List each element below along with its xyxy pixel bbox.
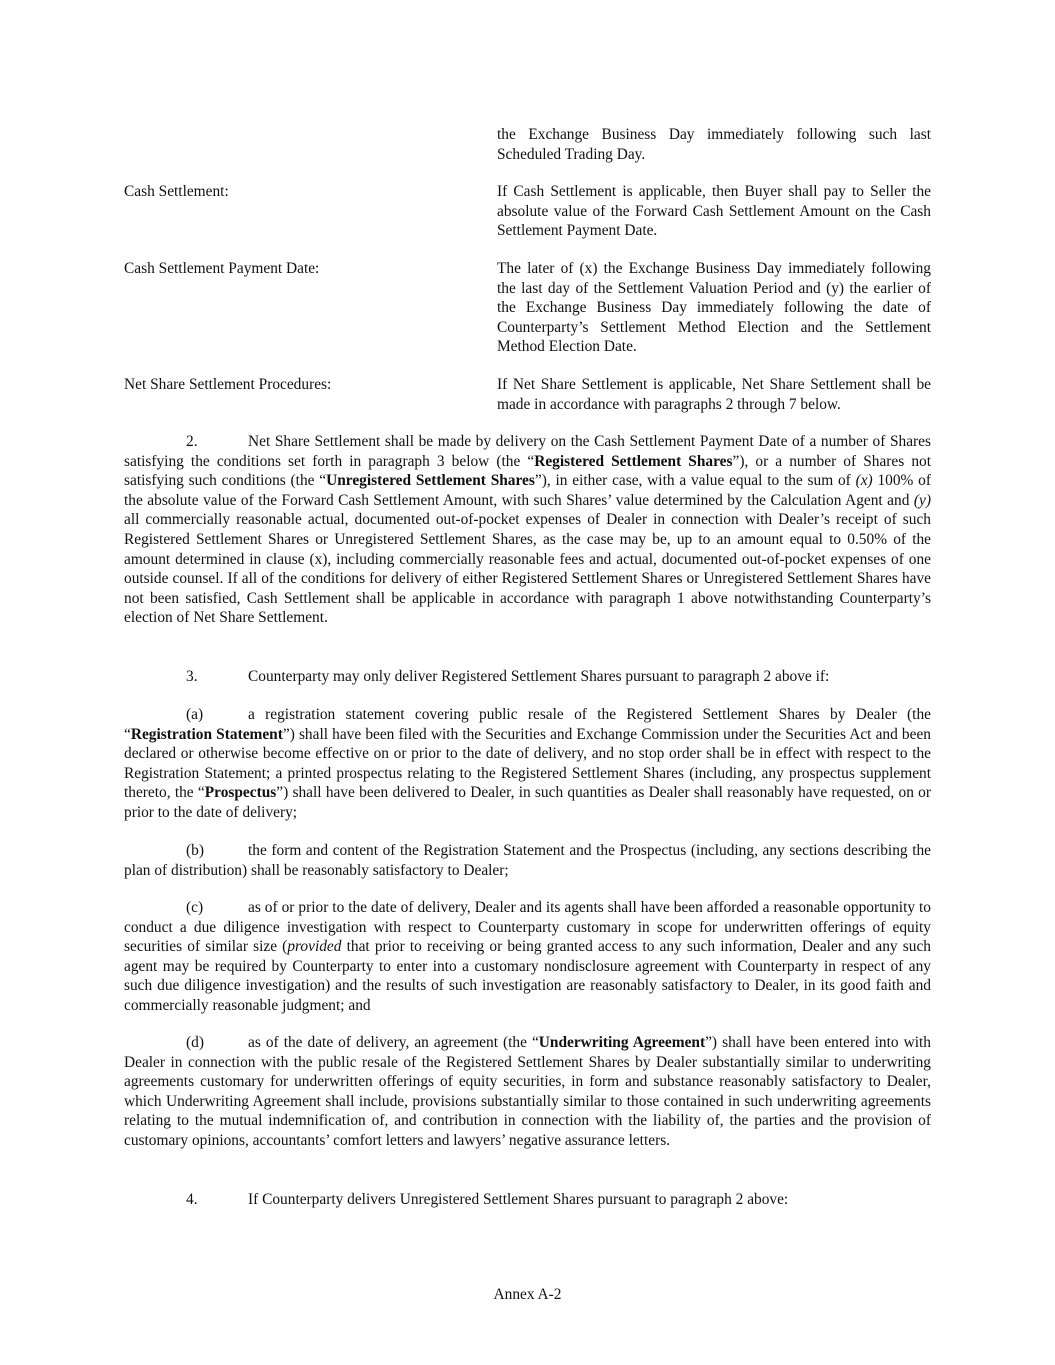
- subparagraph-d: [124, 1033, 931, 1151]
- subparagraph-label: (d): [186, 1034, 204, 1051]
- paragraph-text: that prior to receiving or being granted access to any such information, Dealer and any such agent may be required by Counterparty to enter into a customary nondisclosure agreement with Counterparty in respect of any such due diligence investigation) and the results of such investigation are reasonably satisfactory to Dealer, in its good faith and commercially reasonable judgment; and: [124, 938, 931, 1014]
- paragraph-text: as of or prior to the date of delivery, Dealer and its agents shall have been afforded a reasonable opportunity to conduct a due diligence investigation with respect to Counterparty customary in scope for underwritten offerings of equity securities of similar size (: [124, 899, 931, 956]
- subparagraph-label: (a): [186, 706, 204, 723]
- defined-term: Unregistered Settlement Shares: [326, 472, 535, 490]
- paragraph-4: [124, 1190, 931, 1210]
- paragraph-text: ”), or a number of Shares not satisfying such conditions (the “: [124, 452, 931, 490]
- paragraph-3: [124, 667, 931, 687]
- definition-term: Cash Settlement Payment Date:: [124, 260, 320, 277]
- paragraph-number: 3.: [186, 668, 198, 685]
- paragraph-number: 4.: [186, 1191, 198, 1208]
- paragraph-text: ”) shall have been delivered to Dealer, in such quantities as Dealer shall reasonably have requested, on or prior to the date of delivery;: [124, 784, 931, 821]
- defined-term: Registered Settlement Shares: [534, 452, 733, 470]
- clause-marker: (y): [913, 491, 931, 509]
- clause-marker: (x): [855, 472, 873, 490]
- paragraph-text: ”) shall have been filed with the Securities and Exchange Commission under the Securities Act and been declared or otherwise become effective on or prior to the date of delivery, and no stop order shall be in effect with respect to the Registration Statement; a printed prospectus relating to the Registered Settlement Shares (including, any prospectus supplement thereto, the “: [124, 725, 931, 802]
- paragraph-text: all commercially reasonable actual, documented out-of-pocket expenses of Dealer in connection with Dealer’s receipt of such Registered Settlement Shares or Unregistered Settlement Shares, as the case may be, up to an amount equal to 0.50% of the amount determined in clause (x), including commercially reasonable fees and actual, documented out-of-pocket expenses of one outside counsel. If all of the conditions for delivery of either Registered Settlement Shares or Unregistered Settlement Shares have not been satisfied, Cash Settlement shall be applicable in accordance with paragraph 1 above notwithstanding Counterparty’s election of Net Share Settlement.: [124, 511, 931, 627]
- definition-body: If Cash Settlement is applicable, then Buyer shall pay to Seller the absolute value of the Forward Cash Settlement Amount on the Cash Settlement Payment Date.: [497, 183, 931, 240]
- definition-body: the Exchange Business Day immediately following such last Scheduled Trading Day.: [497, 126, 931, 163]
- paragraph-text: 100% of the absolute value of the Forward Cash Settlement Amount, with such Shares’ value determined by the Calculation Agent and: [124, 472, 931, 509]
- definition-term: Net Share Settlement Procedures:: [124, 376, 332, 393]
- paragraph-text: ”) shall have been entered into with Dealer in connection with the public resale of the Registered Settlement Shares by Dealer substantially similar to underwriting agreements customary for underwritten offerings of equity securities, in form and substance reasonably satisfactory to Dealer, which Underwriting Agreement shall include, provisions substantially similar to those contained in such underwriting agreements relating to the mutual indemnification of, and contribution in connection with the liability of, the parties and the provision of customary opinions, accountants’ comfort letters and lawyers’ negative assurance letters.: [124, 1034, 931, 1149]
- definition-term: Cash Settlement:: [124, 183, 229, 200]
- paragraph-text: the form and content of the Registration Statement and the Prospectus (including, any sections describing the plan of distribution) shall be reasonably satisfactory to Dealer;: [124, 842, 931, 879]
- paragraph-text: Net Share Settlement shall be made by delivery on the Cash Settlement Payment Date of a number of Shares satisfying the conditions set forth in paragraph 3 below (the “: [124, 433, 931, 470]
- paragraph-text: as of the date of delivery, an agreement (the “: [248, 1034, 539, 1051]
- subparagraph-label: (c): [186, 899, 204, 916]
- paragraph-2: [124, 432, 931, 628]
- subparagraph-c: [124, 898, 931, 1016]
- paragraph-number: 2.: [186, 433, 198, 450]
- paragraph-text: Counterparty may only deliver Registered Settlement Shares pursuant to paragraph 2 above if:: [248, 668, 830, 685]
- subparagraph-a: [124, 705, 931, 823]
- defined-term: Prospectus: [204, 784, 277, 802]
- definition-body: The later of (x) the Exchange Business Day immediately following the last day of the Settlement Valuation Period and (y) the earlier of the Exchange Business Day immediately following the date of Counterparty’s Settlement Method Election and the Settlement Method Election Date.: [497, 260, 931, 356]
- defined-term: Registration Statement: [130, 725, 283, 743]
- definition-body: If Net Share Settlement is applicable, Net Share Settlement shall be made in accordance with paragraphs 2 through 7 below.: [497, 376, 931, 413]
- subparagraph-b: [124, 841, 931, 880]
- paragraph-text: If Counterparty delivers Unregistered Settlement Shares pursuant to paragraph 2 above:: [248, 1191, 789, 1208]
- defined-term: Underwriting Agreement: [538, 1034, 706, 1051]
- paragraph-text: ”), in either case, with a value equal to the sum of: [534, 472, 856, 490]
- subparagraph-label: (b): [186, 842, 204, 859]
- paragraph-text: a registration statement covering public resale of the Registered Settlement Shares by Dealer (the “: [124, 706, 931, 743]
- emphasized-term: provided: [287, 938, 342, 956]
- page-footer: Annex A-2: [493, 1286, 562, 1303]
